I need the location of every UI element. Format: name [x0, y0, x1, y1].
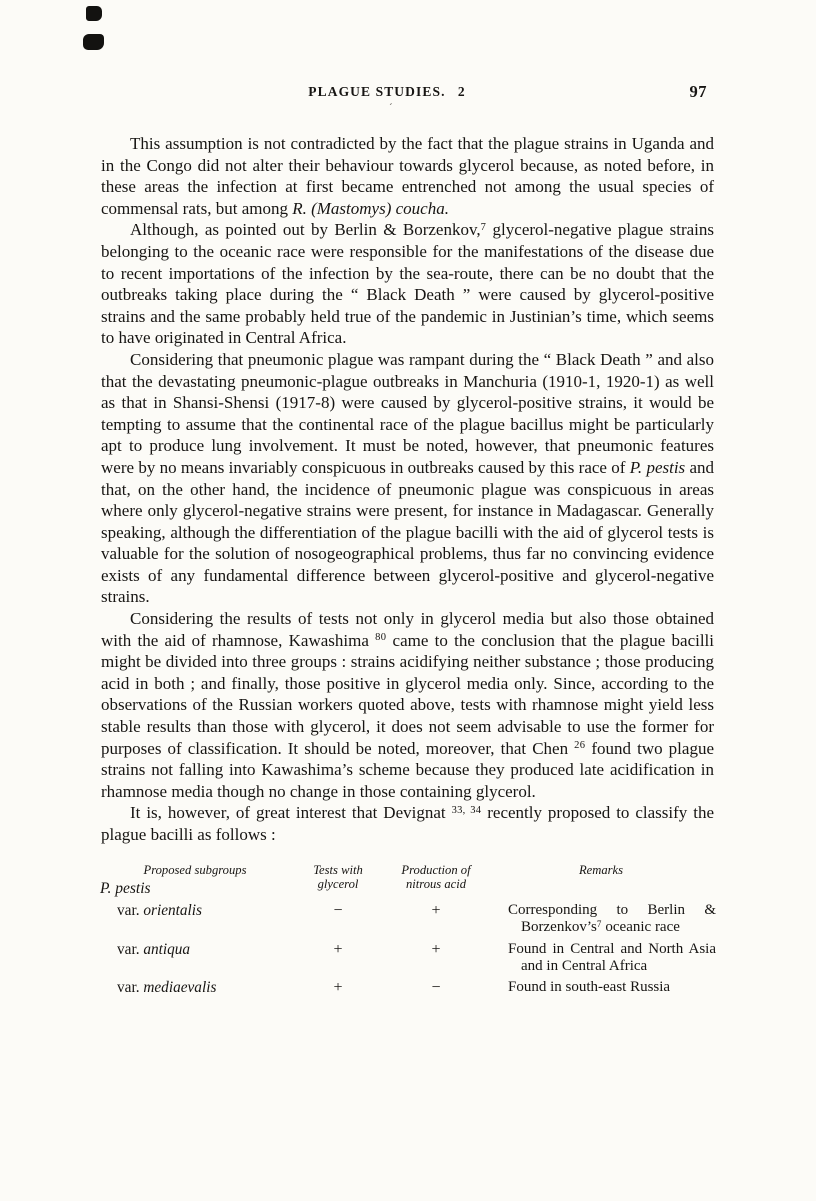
italic-term: P. pestis: [629, 457, 686, 477]
text-run: This assumption is not contradicted by the fact that the plague strains in Uganda and in the Congo did not alter their behaviour towards glycerol because, as noted before, in these areas the infection at first became entrenched not among the usual species of commensal rats, but among: [101, 134, 714, 218]
text-run: found two plague strains not falling into Kawashima’s scheme because they produced late acidification in rhamnose media though no change in those containing glycerol.: [101, 738, 714, 801]
glycerol-test-result: +: [333, 940, 343, 958]
paragraph: [101, 219, 714, 349]
text-run: Corresponding to Berlin & Borzenkov’s: [508, 902, 716, 936]
italic-term: R. (Mastomys) coucha.: [292, 198, 449, 218]
scan-ink-blot: [83, 34, 104, 50]
subgroup-name: [100, 941, 290, 959]
scan-artifact-accent: ´: [389, 102, 393, 114]
variety-name: mediaevalis: [143, 979, 217, 997]
reference-superscript: 7: [596, 918, 602, 929]
variety-name: antiqua: [143, 940, 191, 958]
table-row: [100, 902, 716, 937]
paragraph: [101, 608, 714, 802]
glycerol-test-result: +: [333, 979, 343, 997]
col-header-remarks: Remarks: [578, 862, 624, 877]
page-number: 97: [689, 82, 707, 101]
nitrous-acid-result: +: [431, 940, 441, 958]
glycerol-test-result: −: [333, 902, 343, 920]
body-text: [101, 133, 714, 846]
text-run: recently proposed to classify the plague bacilli as follows :: [101, 803, 714, 844]
col-header-nitrous-line1: Production of: [401, 862, 471, 877]
classification-table: [100, 863, 716, 998]
var-prefix: var.: [117, 902, 144, 920]
text-run: Found in south-east Russia: [508, 979, 671, 996]
text-run: Although, as pointed out by Berlin & Borzenkov,: [130, 220, 481, 240]
paragraph: [101, 802, 714, 845]
text-run: came to the conclusion that the plague bacilli might be divided into three groups : strains acidifying neither substance ; those producing acid in both ; and finally, those positive in glycerol media only. Since, according to the observations of the Russian workers quoted above, tests with rhamnose might yield less stable results than those with glycerol, it does not seem advisable to use the former for purposes of classification. It should be noted, moreover, that Chen: [101, 630, 715, 758]
subgroup-name: [100, 902, 290, 920]
header-cell-glycerol: [290, 863, 386, 892]
col-header-nitrous-line2: nitrous acid: [405, 877, 467, 892]
nitrous-acid-result: −: [431, 979, 441, 997]
reference-superscript: 33, 34: [451, 804, 482, 816]
remark-cell: [486, 902, 716, 937]
page-header: [101, 82, 713, 114]
subgroup-name: [100, 979, 290, 997]
reference-superscript: 80: [375, 632, 387, 644]
text-run: oceanic race: [601, 919, 680, 936]
species-label: P. pestis: [100, 880, 151, 898]
scan-ink-blot: [86, 6, 102, 21]
table-header-row: [100, 863, 716, 899]
reference-superscript: 26: [574, 740, 586, 752]
reference-superscript: 7: [480, 221, 487, 233]
var-prefix: var.: [117, 979, 144, 997]
header-cell-subgroups: [100, 863, 290, 899]
text-run: Found in Central and North Asia and in Central Africa: [508, 940, 716, 974]
col-header-glycerol-line2: glycerol: [317, 877, 359, 892]
col-header-glycerol-line1: Tests with: [313, 862, 363, 877]
paragraph: [101, 349, 714, 608]
text-run: Considering that pneumonic plague was rampant during the “ Black Death ” and also that the devastating pneumonic-plague outbreaks in Manchuria (1910-1, 1920-1) as well as that in Shansi-Shensi (1917-8) were caused by glycerol-positive strains, it would be tempting to assume that the continental race of the plague bacillus might be particularly apt to produce lung involvement. It must be noted, however, that pneumonic features were by no means invariably conspicuous in outbreaks caused by this race of: [101, 349, 714, 477]
table-row: [100, 979, 716, 997]
paragraph: [101, 133, 714, 219]
text-run: Considering the results of tests not only in glycerol media but also those obtained with the aid of rhamnose, Kawashima: [101, 609, 714, 650]
running-head-title: PLAGUE STUDIES. 2: [308, 84, 466, 99]
variety-name: orientalis: [143, 902, 202, 920]
text-run: and that, on the other hand, the incidence of pneumonic plague was conspicuous in areas where only glycerol-negative strains were present, for instance in Madagascar. Generally speaking, although the differentiation of the plague bacilli with the aid of glycerol tests is valuable for the solution of nosogeographical problems, thus far no convincing evidence exists of any fundamental difference between glycerol-positive and glycerol-negative strains.: [101, 457, 715, 607]
nitrous-acid-result: +: [431, 902, 441, 920]
col-header-proposed-subgroups: Proposed subgroups: [143, 862, 247, 877]
text-run: glycerol-negative plague strains belonging to the oceanic race were responsible for the manifestations of the disease due to recent importations of the infection by the sea-route, there can be no doubt that the outbreaks taking place during the “ Black Death ” were caused by glycerol-positive strains and the same probably held true of the pandemic in Justinian’s time, which seems to have originated in Central Africa.: [101, 220, 714, 348]
table-row: [100, 941, 716, 976]
remark-cell: [486, 941, 716, 976]
text-run: It is, however, of great interest that Devignat: [130, 803, 452, 823]
remark-cell: [486, 979, 716, 996]
var-prefix: var.: [117, 940, 144, 958]
header-cell-nitrous: [386, 863, 486, 892]
